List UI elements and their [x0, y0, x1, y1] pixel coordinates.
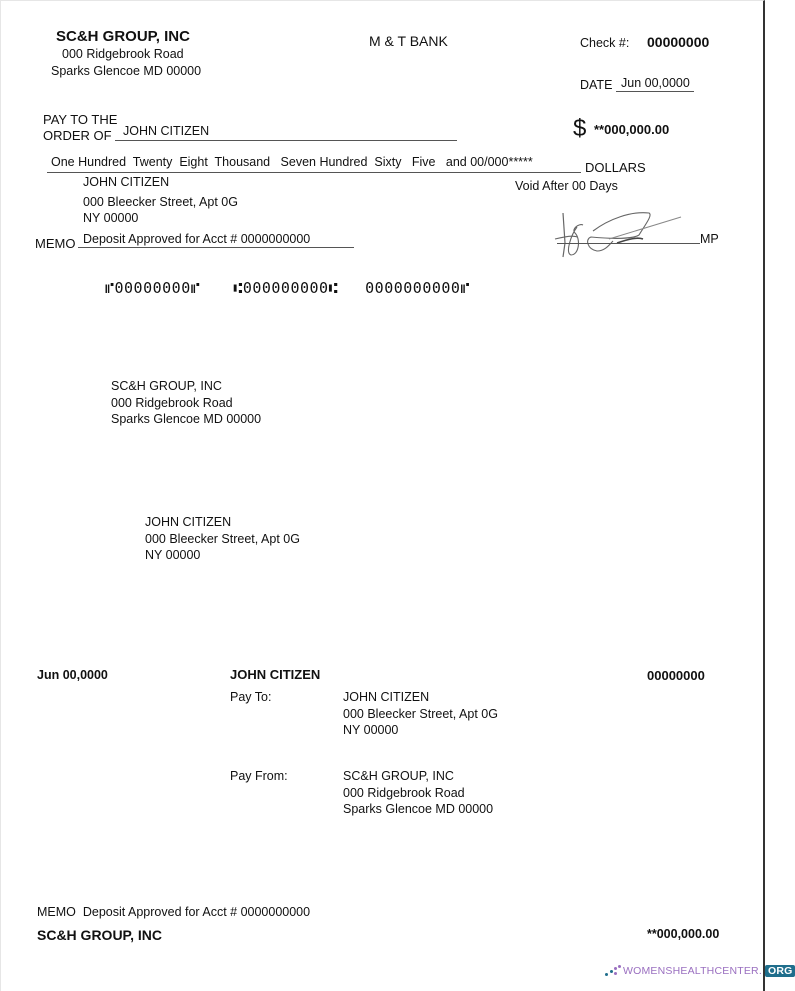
watermark-logo: [604, 965, 795, 977]
recipient-address-line1: 000 Bleecker Street, Apt 0G: [145, 532, 300, 546]
stub-memo-label: MEMO: [37, 905, 76, 919]
stub-pay-to-label: Pay To:: [230, 690, 272, 704]
stub-date: Jun 00,0000: [37, 668, 108, 682]
dollar-sign: $: [573, 115, 587, 142]
memo-text: Deposit Approved for Acct # 0000000000: [83, 232, 311, 246]
pay-to-label-line1: PAY TO THE: [43, 112, 118, 127]
memo-underline: [78, 247, 354, 248]
bank-name: M & T BANK: [369, 33, 448, 49]
micr-routing-number: ⑆000000000⑆: [233, 279, 339, 297]
stub-pay-from-address-line2: Sparks Glencoe MD 00000: [343, 802, 494, 816]
date-underline: [616, 91, 694, 92]
stub-company: SC&H GROUP, INC: [37, 927, 162, 943]
amount-words-underline: [47, 172, 581, 173]
payee-address-name: JOHN CITIZEN: [83, 175, 170, 189]
stub-pay-to-address-line1: 000 Bleecker Street, Apt 0G: [343, 707, 498, 721]
amount-in-words: One Hundred Twenty Eight Thousand Seven Hundred Sixty Five and 00/000*****: [51, 155, 533, 169]
signature-underline: [557, 243, 700, 244]
recipient-name: JOHN CITIZEN: [145, 515, 232, 529]
payer-address-line2: Sparks Glencoe MD 00000: [51, 64, 202, 78]
payee-address-line2: NY 00000: [83, 211, 139, 225]
payee-address-line1: 000 Bleecker Street, Apt 0G: [83, 195, 238, 209]
dots-logo-icon: [604, 965, 620, 977]
payee-name: JOHN CITIZEN: [123, 124, 210, 138]
memo-label: MEMO: [35, 236, 76, 251]
check-number: 00000000: [647, 34, 710, 50]
dollars-label: DOLLARS: [585, 160, 646, 175]
stub-check-number: 00000000: [647, 668, 705, 683]
stub-amount: **000,000.00: [647, 927, 720, 941]
check-number-label: Check #:: [580, 36, 630, 50]
recipient-address-line2: NY 00000: [145, 548, 201, 562]
stub-pay-to-address-line2: NY 00000: [343, 723, 399, 737]
stub-pay-from-label: Pay From:: [230, 769, 288, 783]
date-label: DATE: [580, 78, 613, 92]
watermark-badge: ORG: [765, 965, 795, 977]
stub-pay-from-name: SC&H GROUP, INC: [343, 769, 454, 783]
pay-to-label-line2: ORDER OF: [43, 128, 112, 143]
payee-underline: [115, 140, 457, 141]
signature: [553, 209, 703, 263]
watermark-text: WOMENSHEALTHCENTER.: [623, 965, 762, 977]
stub-memo-text: Deposit Approved for Acct # 0000000000: [82, 905, 311, 919]
micr-line: [105, 279, 470, 297]
stub-pay-to-name: JOHN CITIZEN: [343, 690, 430, 704]
void-notice: Void After 00 Days: [515, 179, 618, 193]
stub-payee-heading: JOHN CITIZEN: [230, 667, 321, 682]
signature-suffix: MP: [700, 232, 719, 246]
sender-address-line1: 000 Ridgebrook Road: [111, 396, 233, 410]
stub-pay-from-address-line1: 000 Ridgebrook Road: [343, 786, 465, 800]
check-amount: **000,000.00: [594, 122, 670, 137]
sender-name: SC&H GROUP, INC: [111, 379, 222, 393]
sender-address-line2: Sparks Glencoe MD 00000: [111, 412, 262, 426]
stub-memo: [37, 905, 310, 919]
payer-address-line1: 000 Ridgebrook Road: [62, 47, 184, 61]
payer-name: SC&H GROUP, INC: [56, 28, 190, 45]
micr-account-number: 0000000000⑈: [365, 279, 470, 297]
signature-scribble-icon: [553, 209, 703, 263]
micr-check-number: ⑈00000000⑈: [105, 279, 201, 297]
check-date: Jun 00,0000: [621, 76, 690, 90]
